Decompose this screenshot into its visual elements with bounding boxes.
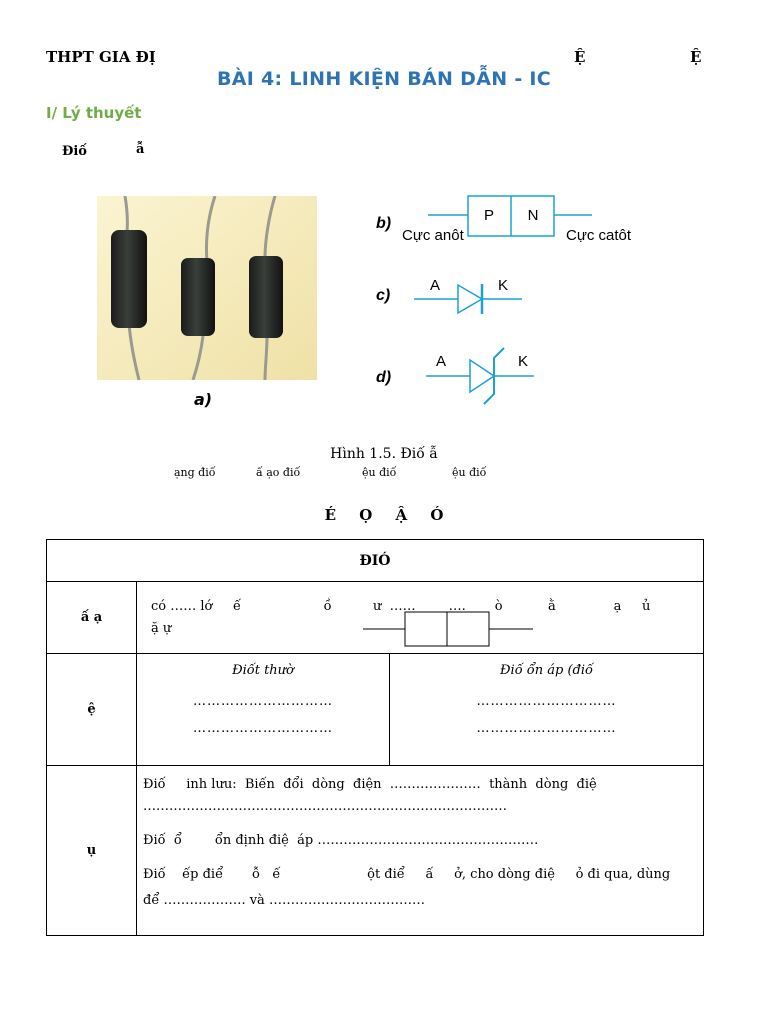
diode-symbol-icon xyxy=(458,285,482,313)
table-header: ĐIÓ xyxy=(47,540,704,582)
dots-line-3: ………………………… xyxy=(476,694,617,709)
use-line-1a: Điố inh lưu: Biến đổi dòng điện ………………… thành dòng điệ xyxy=(143,777,597,792)
caption-part-2: ấ ạo điố xyxy=(256,466,301,479)
caption-part-1: ạng điố xyxy=(174,466,216,479)
use-line-4: để ………………. và ……………………………… xyxy=(143,893,425,908)
use-cell xyxy=(137,766,704,936)
pn-block-blank-icon xyxy=(363,610,535,648)
symbol-col-zener xyxy=(390,654,704,766)
symbol-col2-title: Điố ổn áp (điố xyxy=(500,663,593,678)
use-line-1b: ………………………………………………………………………… xyxy=(143,799,507,814)
structure-row xyxy=(47,582,704,654)
c-anode-letter: A xyxy=(430,277,441,294)
symbol-col1-title: Điốt thườ xyxy=(232,663,294,678)
dots-line-4: ………………………… xyxy=(476,721,617,736)
caption-part-4: ệu điố xyxy=(452,466,487,479)
use-label: ụ xyxy=(47,766,137,936)
table-header-row xyxy=(47,540,704,582)
subheading: Điố xyxy=(62,144,87,159)
n-label: N xyxy=(527,207,539,224)
dots-line-2: ………………………… xyxy=(193,721,333,736)
structure-line-2: ặ ự xyxy=(151,620,172,636)
diode-table xyxy=(46,539,704,936)
use-line-2: Điố ổ ổn định điệ áp …………………………………………… xyxy=(143,833,539,848)
structure-line-1: có …… lớ ế ồ ư …… …. ò ằ ạ ủ xyxy=(151,598,651,614)
header-mark-1: Ệ xyxy=(574,48,586,66)
use-row xyxy=(47,766,704,936)
structure-cell xyxy=(137,582,704,654)
anode-label: Cực anôt xyxy=(402,227,464,244)
c-cathode-letter: K xyxy=(498,277,509,294)
d-cathode-letter: K xyxy=(518,353,529,370)
subheading-tail: ẫ xyxy=(136,142,145,157)
label-c: c) xyxy=(376,287,391,304)
symbol-row xyxy=(47,654,704,766)
diode-schematics xyxy=(370,188,650,422)
school-name: THPT GIA ĐỊ xyxy=(46,48,156,66)
label-b: b) xyxy=(376,215,392,232)
structure-label: ấ ạ xyxy=(47,582,137,654)
header-mark-2: Ệ xyxy=(690,48,702,66)
label-a: a) xyxy=(194,390,213,409)
diode-photo-illustration xyxy=(97,196,317,380)
figure-caption: Hình 1.5. Điố ẫ xyxy=(330,446,438,462)
symbol-col-normal xyxy=(137,654,390,766)
symbol-label: ệ xyxy=(47,654,137,766)
use-line-3: Điố ếp điể ỗ ế ột điể ấ ở, cho dòng điệ ỏ đi qua, dùng xyxy=(143,867,671,882)
label-d: d) xyxy=(376,369,392,386)
diode-photo xyxy=(97,196,317,380)
section-heading: I/ Lý thuyết xyxy=(46,104,142,122)
caption-part-3: ệu điố xyxy=(362,466,397,479)
page-title: BÀI 4: LINH KIỆN BÁN DẪN - IC xyxy=(216,68,552,90)
table-title: É Ọ Ậ Ó xyxy=(324,506,444,524)
d-anode-letter: A xyxy=(436,353,447,370)
p-label: P xyxy=(483,207,495,224)
zener-symbol-icon xyxy=(470,360,494,392)
dots-line-1: ………………………… xyxy=(193,694,333,709)
cathode-label: Cực catôt xyxy=(566,227,632,244)
